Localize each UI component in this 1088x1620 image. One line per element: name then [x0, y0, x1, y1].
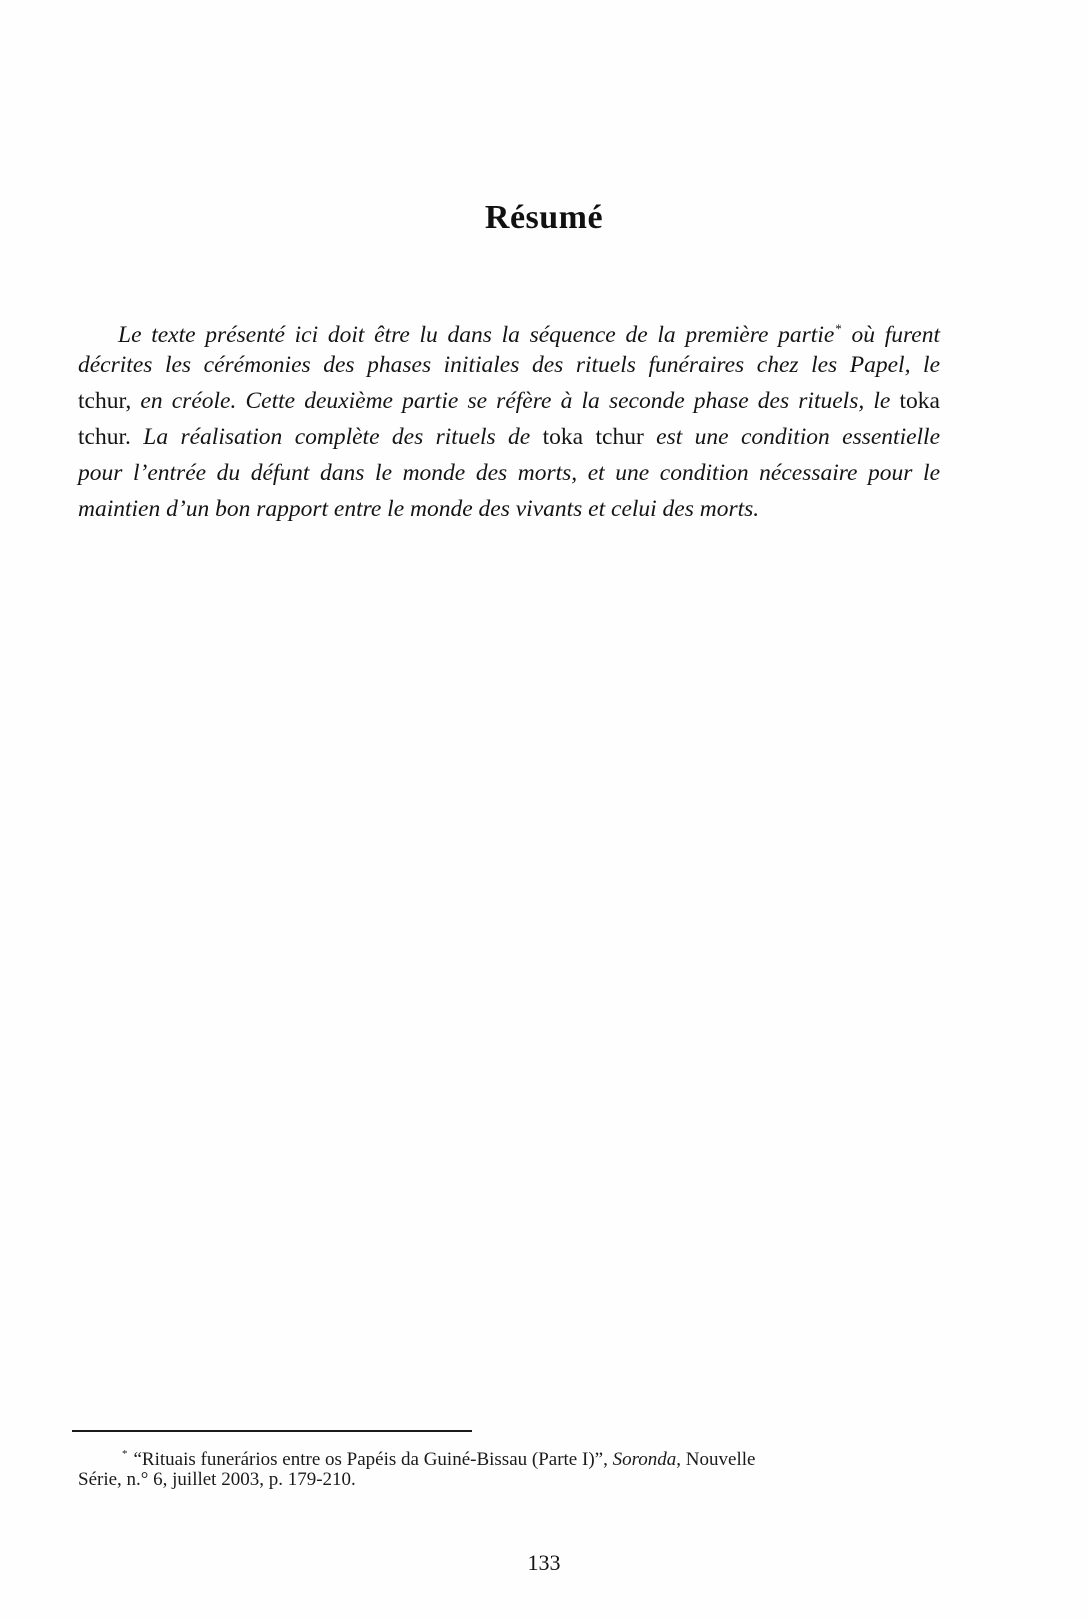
body-text: est une condition essentielle	[656, 424, 941, 450]
footnote-marker: *	[122, 1448, 128, 1460]
body-text: pour l’entrée du défunt dans le monde des morts, et une condition nécessaire pour le	[78, 460, 940, 486]
body-text: La réalisation complète des rituels de	[143, 424, 543, 450]
body-text: où furent	[841, 322, 941, 348]
footnote-separator	[72, 1430, 472, 1432]
body-text-creole-term: toka	[899, 388, 940, 414]
body-text: en créole. Cette deuxième partie se réfère à la seconde phase des rituels, le	[140, 388, 900, 414]
body-line-1	[118, 314, 940, 350]
body-line-4	[78, 422, 940, 452]
footnote-line-2	[78, 1468, 356, 1492]
body-line-2	[78, 350, 940, 380]
footnote-journal-title: Soronda	[612, 1449, 677, 1470]
body-line-6	[78, 494, 940, 524]
footnote-reference[interactable]: *	[835, 321, 842, 336]
body-text: Le texte présenté ici doit être lu dans la séquence de la première partie	[118, 322, 835, 348]
body-text-creole-term: tchur.	[78, 424, 144, 450]
page-title: Résumé	[484, 198, 604, 236]
body-text-creole-term: tchur,	[78, 388, 141, 414]
footnote-text: Série, n.° 6, juillet 2003, p. 179-210.	[78, 1469, 356, 1490]
body-text-creole-term: toka tchur	[542, 424, 657, 450]
page-number: 133	[527, 1550, 561, 1575]
footnote-text: , Nouvelle	[676, 1449, 756, 1470]
body-line-3	[78, 386, 940, 416]
footnote-text: “Rituais funerários entre os Papéis da Guiné-Bissau (Parte I)”,	[133, 1449, 613, 1470]
body-text: décrites les cérémonies des phases initiales des rituels funéraires chez les Papel, le	[78, 352, 940, 378]
body-text: maintien d’un bon rapport entre le monde des vivants et celui des morts.	[78, 496, 760, 522]
body-line-5	[78, 458, 940, 488]
